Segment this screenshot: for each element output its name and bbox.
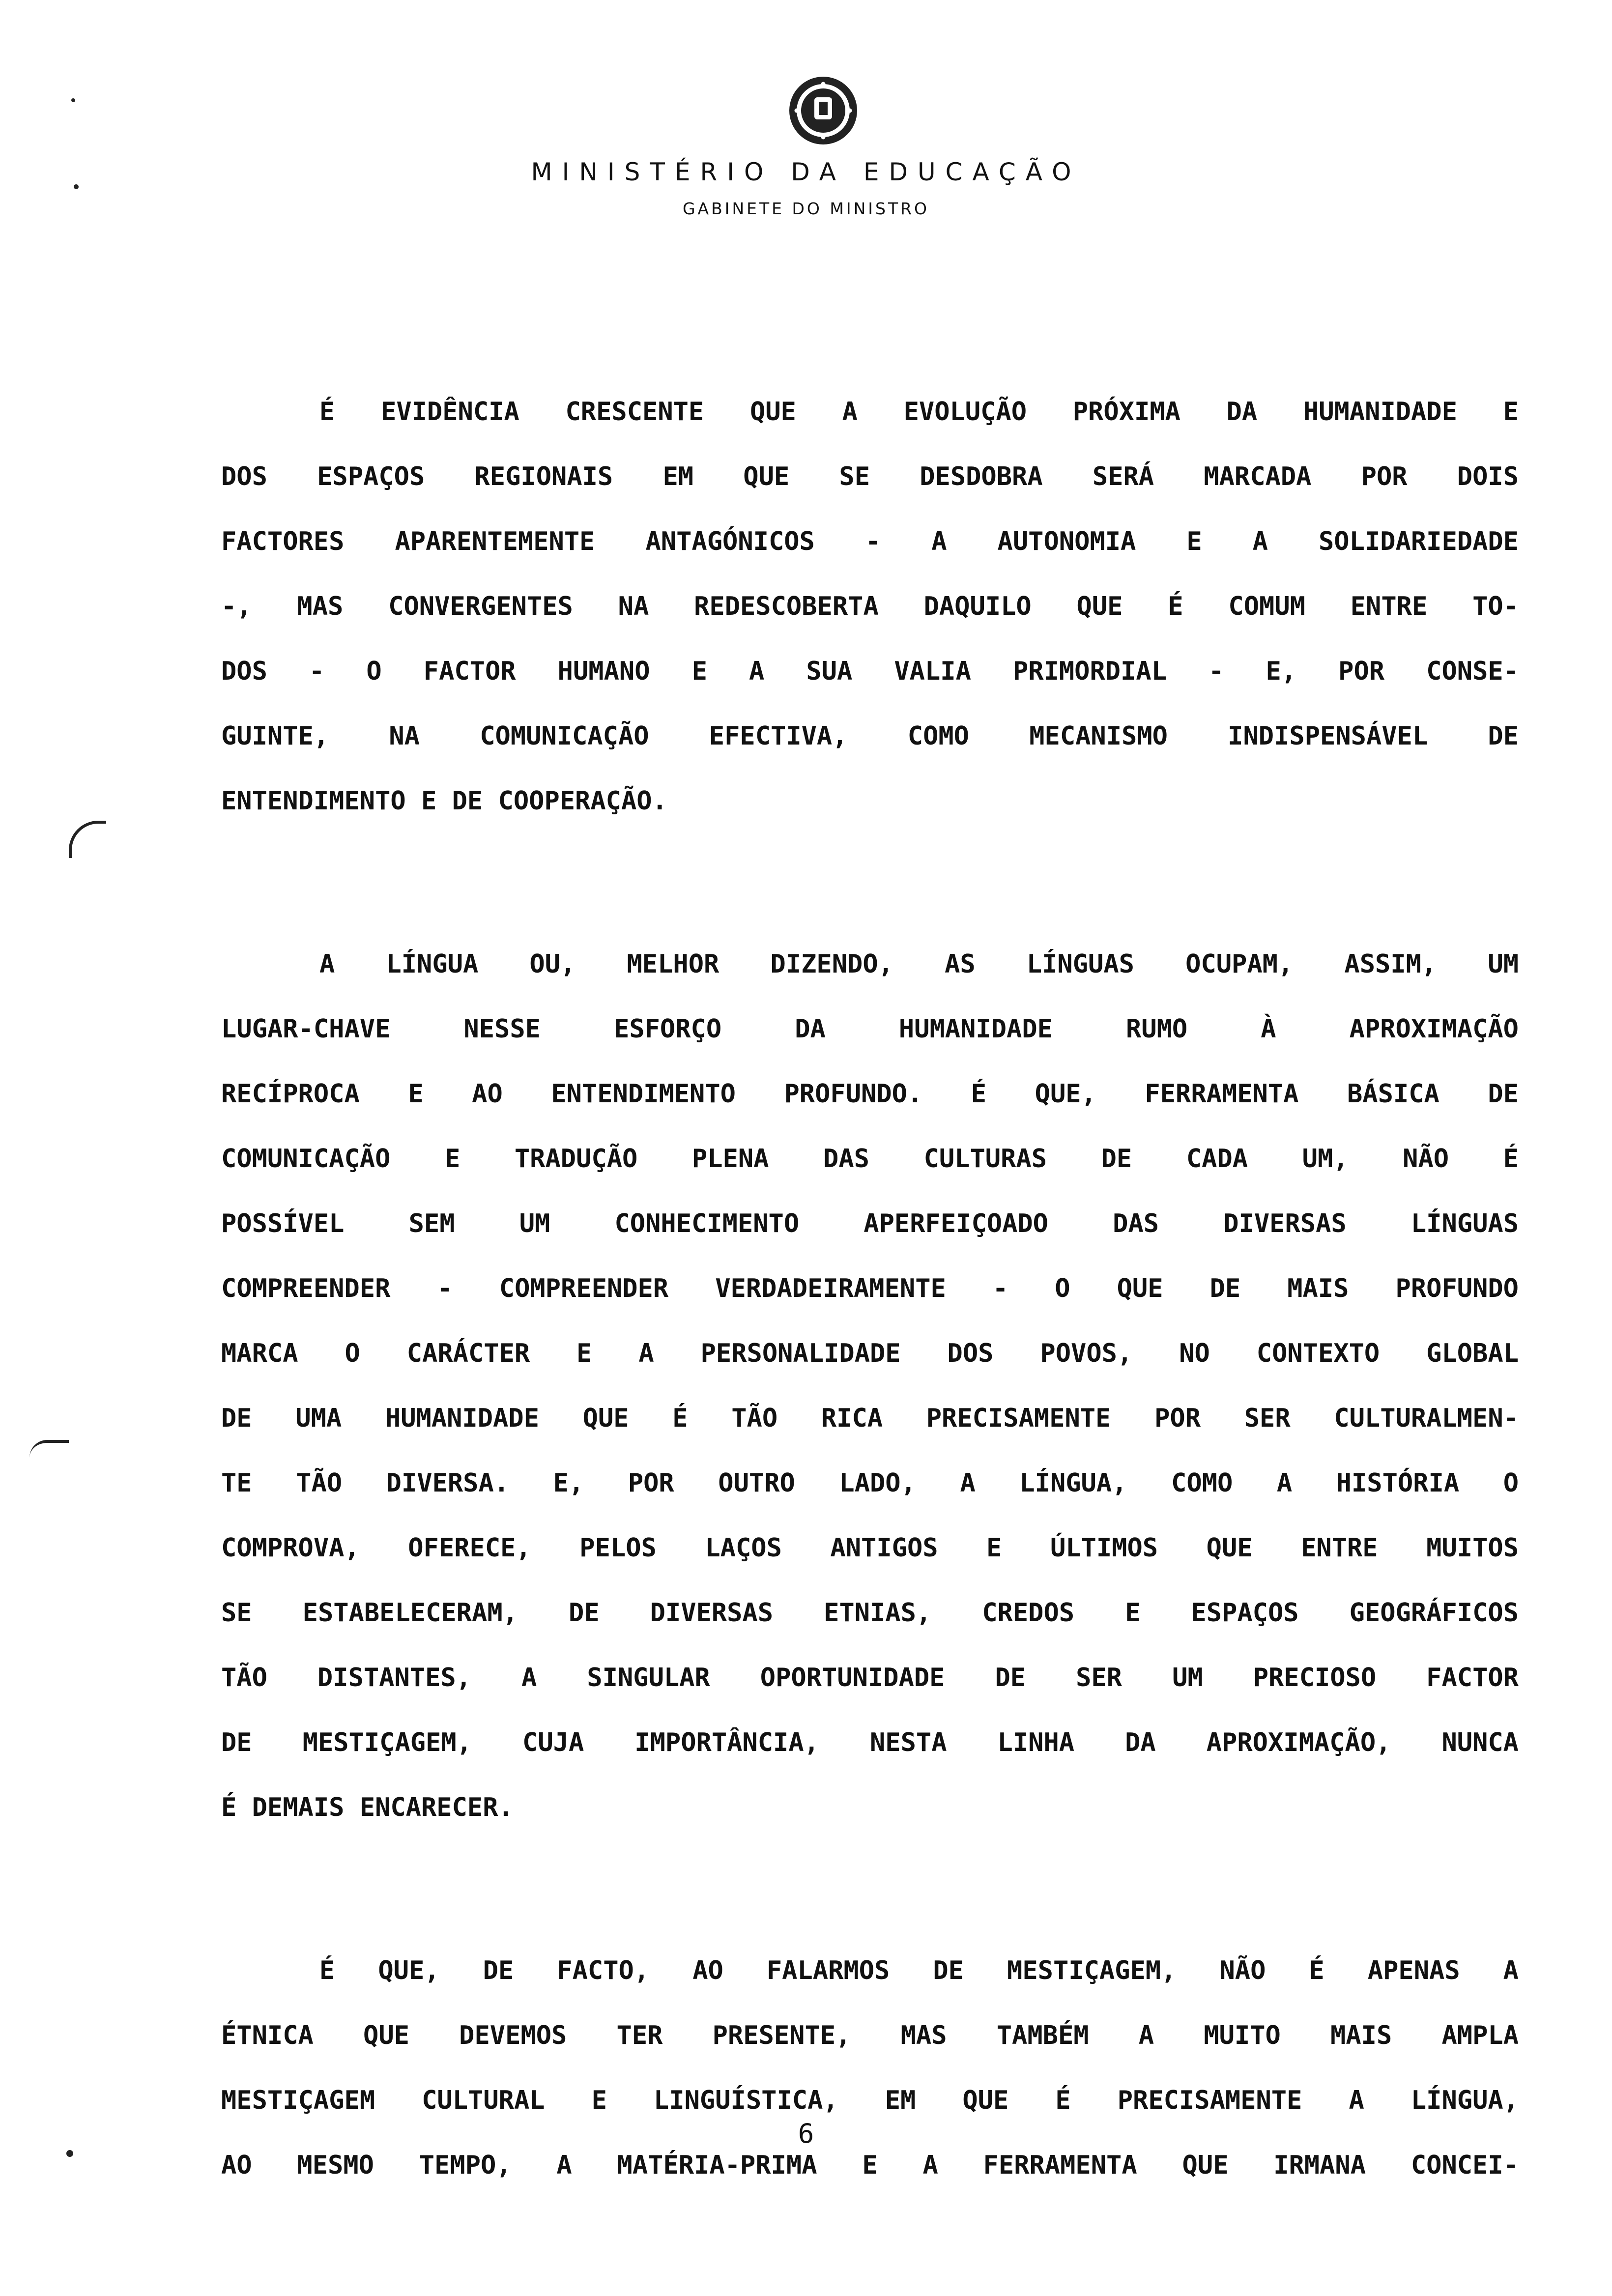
text-line: COMPREENDER - COMPREENDER VERDADEIRAMENTE - O QUE DE MAIS PROFUNDO <box>221 1274 1519 1303</box>
text-line: FACTORES APARENTEMENTE ANTAGÓNICOS - A AUTONOMIA E A SOLIDARIEDADE <box>221 527 1519 556</box>
text-line: É DEMAIS ENCARECER. <box>221 1793 514 1822</box>
text-line: COMUNICAÇÃO E TRADUÇÃO PLENA DAS CULTURAS DE CADA UM, NÃO É <box>221 1144 1519 1174</box>
scan-dot <box>71 98 75 102</box>
text-line: ENTENDIMENTO E DE COOPERAÇÃO. <box>221 786 667 816</box>
text-line: COMPROVA, OFERECE, PELOS LAÇOS ANTIGOS E ÚLTIMOS QUE ENTRE MUITOS <box>221 1533 1519 1563</box>
text-line: DOS ESPAÇOS REGIONAIS EM QUE SE DESDOBRA SERÁ MARCADA POR DOIS <box>221 462 1519 491</box>
text-line: É EVIDÊNCIA CRESCENTE QUE A EVOLUÇÃO PRÓXIMA DA HUMANIDADE E <box>319 397 1519 427</box>
text-line: DE MESTIÇAGEM, CUJA IMPORTÂNCIA, NESTA LINHA DA APROXIMAÇÃO, NUNCA <box>221 1728 1519 1757</box>
ministry-title: MINISTÉRIO DA EDUCAÇÃO <box>531 158 1081 186</box>
page-number: 6 <box>798 2118 814 2149</box>
scan-mark <box>69 821 106 858</box>
text-line: MARCA O CARÁCTER E A PERSONALIDADE DOS POVOS, NO CONTEXTO GLOBAL <box>221 1339 1519 1368</box>
text-line: LUGAR-CHAVE NESSE ESFORÇO DA HUMANIDADE RUMO À APROXIMAÇÃO <box>221 1014 1519 1044</box>
paragraph-1 <box>221 379 1519 833</box>
text-line: GUINTE, NA COMUNICAÇÃO EFECTIVA, COMO MECANISMO INDISPENSÁVEL DE <box>221 721 1519 751</box>
scan-dot <box>74 184 79 189</box>
text-line: SE ESTABELECERAM, DE DIVERSAS ETNIAS, CREDOS E ESPAÇOS GEOGRÁFICOS <box>221 1598 1519 1628</box>
paragraph-3 <box>221 1938 1519 2198</box>
text-line: TÃO DISTANTES, A SINGULAR OPORTUNIDADE DE SER UM PRECIOSO FACTOR <box>221 1663 1519 1693</box>
text-line: -, MAS CONVERGENTES NA REDESCOBERTA DAQUILO QUE É COMUM ENTRE TO- <box>221 592 1519 621</box>
text-line: AO MESMO TEMPO, A MATÉRIA-PRIMA E A FERRAMENTA QUE IRMANA CONCEI- <box>221 2151 1519 2180</box>
text-line: POSSÍVEL SEM UM CONHECIMENTO APERFEIÇOADO DAS DIVERSAS LÍNGUAS <box>221 1209 1519 1238</box>
cabinet-subtitle: GABINETE DO MINISTRO <box>682 199 930 218</box>
text-line: A LÍNGUA OU, MELHOR DIZENDO, AS LÍNGUAS OCUPAM, ASSIM, UM <box>319 949 1519 979</box>
scan-mark <box>29 1440 69 1458</box>
text-line: DOS - O FACTOR HUMANO E A SUA VALIA PRIMORDIAL - E, POR CONSE- <box>221 657 1519 686</box>
text-line: É QUE, DE FACTO, AO FALARMOS DE MESTIÇAGEM, NÃO É APENAS A <box>319 1956 1519 1985</box>
text-line: MESTIÇAGEM CULTURAL E LINGUÍSTICA, EM QUE É PRECISAMENTE A LÍNGUA, <box>221 2086 1519 2115</box>
text-line: ÉTNICA QUE DEVEMOS TER PRESENTE, MAS TAMBÉM A MUITO MAIS AMPLA <box>221 2021 1519 2050</box>
paragraph-2 <box>221 932 1519 1840</box>
document-body <box>221 379 1519 2198</box>
scan-dot <box>66 2150 73 2157</box>
coat-of-arms-icon <box>786 74 860 147</box>
text-line: TE TÃO DIVERSA. E, POR OUTRO LADO, A LÍNGUA, COMO A HISTÓRIA O <box>221 1468 1519 1498</box>
text-line: DE UMA HUMANIDADE QUE É TÃO RICA PRECISAMENTE POR SER CULTURALMEN- <box>221 1404 1519 1433</box>
text-line: RECÍPROCA E AO ENTENDIMENTO PROFUNDO. É QUE, FERRAMENTA BÁSICA DE <box>221 1079 1519 1109</box>
